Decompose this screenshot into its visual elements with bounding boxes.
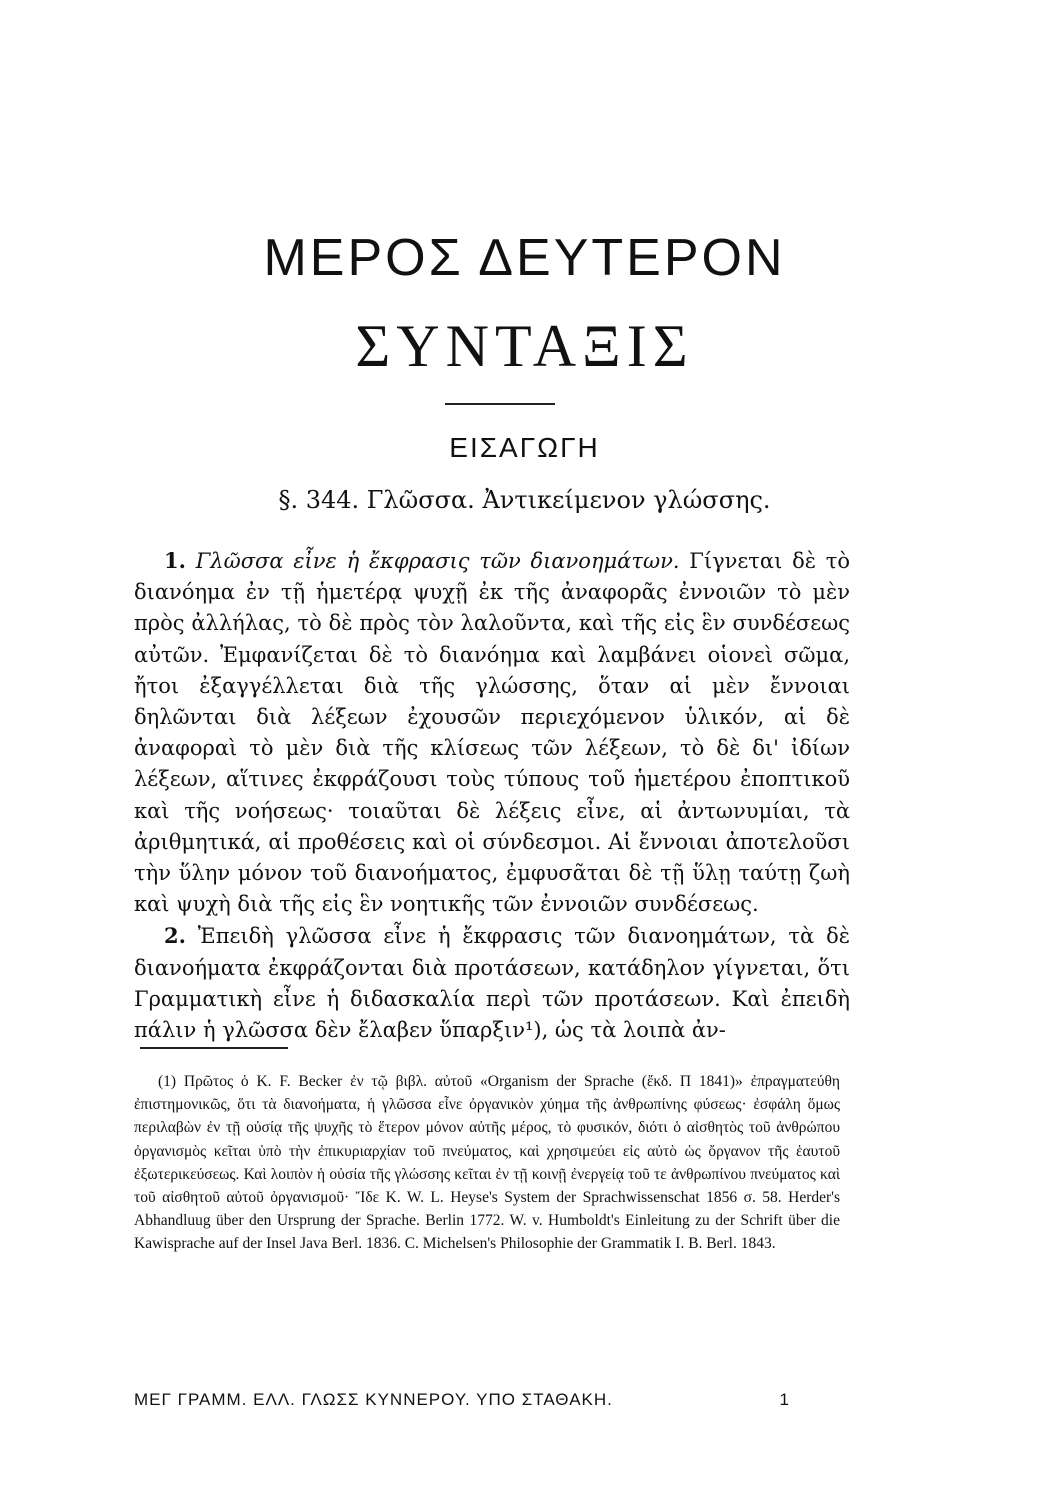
signature-page-number: 1 <box>779 1390 790 1409</box>
footnote <box>134 1070 840 1256</box>
section-heading: §. 344. Γλῶσσα. Ἀντικείμενον γλώσσης. <box>278 486 771 514</box>
paragraph-lemma: Γλῶσσα εἶνε ἡ ἔκφρασις τῶν διανοημάτων. <box>195 549 680 573</box>
paragraph-2 <box>134 920 850 1046</box>
intro-title: ΕΙΣΑΓΩΓΗ <box>449 432 600 463</box>
printer-signature <box>134 1390 840 1410</box>
signature-text: ΜΕΓ ΓΡΑΜΜ. ΕΛΛ. ΓΛΩΣΣ ΚΥΝΝΕΡΟΥ. ΥΠΟ ΣΤΑΘΑΚΗ. <box>134 1390 613 1409</box>
body-text <box>134 545 850 1046</box>
paragraph-number: 2. <box>164 923 186 949</box>
paragraph-number: 1. <box>164 548 186 573</box>
main-title: ΣΥΝΤΑΞΙΣ <box>355 313 694 379</box>
title-divider <box>445 403 555 405</box>
paragraph-text: Ἐπειδὴ γλῶσσα εἶνε ἡ ἔκφρασις τῶν διανοημάτων, τὰ δὲ διανοήματα ἐκφράζονται διὰ προτάσεων, κατάδηλον γίγνεται, ὅτι Γραμματικὴ εἶνε ἡ διδασκαλία περὶ τῶν προτάσεων. Καὶ ἐπειδὴ πάλιν ἡ γλῶσσα δὲν ἔλαβεν ὕπαρξιν¹), ὡς τὰ λοιπὰ ἀν- <box>134 924 850 1043</box>
part-title: ΜΕΡΟΣ ΔΕΥΤΕΡΟΝ <box>263 229 786 287</box>
paragraph-text: Γίγνεται δὲ τὸ διανόημα ἐν τῇ ἡμετέρᾳ ψυχῇ ἐκ τῆς ἀναφορᾶς ἐννοιῶν τὸ μὲν πρὸς ἀλλήλας, τὸ δὲ πρὸς τὸν λαλοῦντα, καὶ τῆς εἰς ἓν συνδέσεως αὐτῶν. Ἐμφανίζεται δὲ τὸ διανόημα καὶ λαμβάνει οἱονεὶ σῶμα, ἤτοι ἐξαγγέλλεται διὰ τῆς γλώσσης, ὅταν αἱ μὲν ἔννοιαι δηλῶνται διὰ λέξεων ἐχουσῶν περιεχόμενον ὑλικόν, αἱ δὲ ἀναφοραὶ τὸ μὲν διὰ τῆς κλίσεως τῶν λέξεων, τὸ δὲ δι' ἰδίων λέξεων, αἵτινες ἐκφράζουσι τοὺς τύπους τοῦ ἡμετέρου ἐποπτικοῦ καὶ τῆς νοήσεως· τοιαῦται δὲ λέξεις εἶνε, αἱ ἀντωνυμίαι, τὰ ἀριθμητικά, αἱ προθέσεις καὶ οἱ σύνδεσμοι. Αἱ ἔννοιαι ἀποτελοῦσι τὴν ὕλην μόνον τοῦ διανοήματος, ἐμφυσᾶται δὲ τῇ ὕλῃ ταύτῃ ζωὴ καὶ ψυχὴ διὰ τῆς εἰς ἓν νοητικῆς τῶν ἐννοιῶν συνδέσεως. <box>134 549 850 917</box>
footnote-text: (1) Πρῶτος ὁ K. F. Becker ἐν τῷ βιβλ. αὐτοῦ «Organism der Sprache (ἔκδ. Π 1841)» ἐπραγματεύθη ἐπιστημονικῶς, ὅτι τὰ διανοήματα, ἡ γλῶσσα εἶνε ὀργανικὸν χύημα τῆς ἀνθρωπίνης φύσεως· ἐσφάλη ὅμως περιλαβὼν ἐν τῇ οὐσίᾳ τῆς ψυχῆς τὸ ἕτερον μόνον αὐτῆς μέρος, τὸ φυσικόν, διότι ὁ αἰσθητὸς τοῦ ἀνθρώπου ὀργανισμὸς κεῖται ὑπὸ τὴν ἐπικυριαρχίαν τοῦ πνεύματος, καὶ χρησιμεύει εἰς αὐτὸ ὡς ὄργανον τῆς ἑαυτοῦ ἐξωτερικεύσεως. Καὶ λοιπὸν ἡ οὐσία τῆς γλώσσης κεῖται ἐν τῇ κοινῇ ἐνεργείᾳ τοῦ τε ἀνθρωπίνου πνεύματος καὶ τοῦ αἰσθητοῦ αὐτοῦ ὀργανισμοῦ· Ἴδε K. W. L. Heyse's System der Sprachwissenschat 1856 σ. 58. Herder's Abhandluug über den Ursprung der Sprache. Berlin 1772. W. v. Humboldt's Einleitung zu der Schrift über die Kawisprache auf der Insel Java Berl. 1836. C. Michelsen's Philosophie der Grammatik I. B. Berl. 1843. <box>134 1073 840 1253</box>
paragraph-1 <box>134 545 850 920</box>
footnote-divider <box>140 1047 288 1049</box>
